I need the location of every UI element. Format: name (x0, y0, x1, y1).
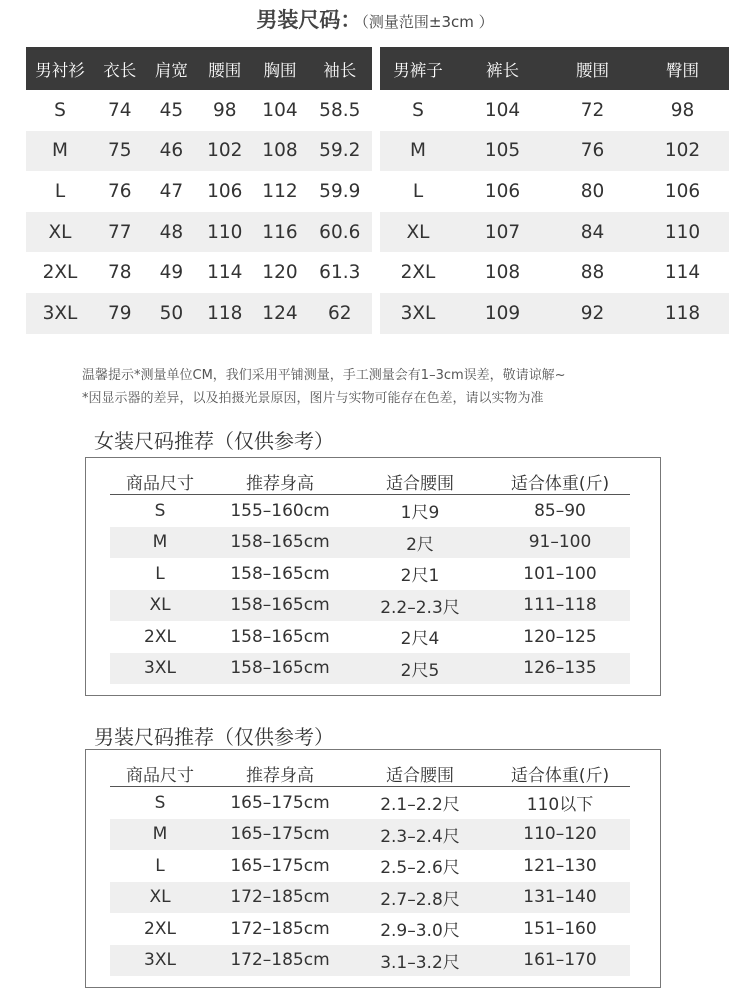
shirt-size-table (26, 47, 372, 334)
table-cell: 2XL (144, 626, 176, 647)
men-rec-title: 男装尺码推荐（仅供参考） (94, 725, 334, 749)
table-cell: 108 (252, 131, 307, 172)
table-cell: 78 (108, 262, 132, 284)
table-row (26, 131, 372, 172)
header-cell: 适合体重(斤) (490, 760, 630, 787)
table-cell: 102 (636, 131, 729, 172)
table-cell: 107 (456, 212, 549, 253)
table-row (110, 590, 630, 622)
table-cell: 118 (197, 293, 252, 334)
notes (82, 364, 566, 410)
table-header-row (26, 47, 372, 90)
table-cell: 2尺 (350, 527, 490, 559)
note-line: *因显示器的差异，以及拍摄光景原因，图片与实物可能存在色差，请以实物为准 (82, 391, 544, 406)
women-rec-table (110, 468, 630, 684)
table-cell: 172–185cm (210, 945, 350, 977)
table-cell: 77 (94, 212, 146, 253)
table-cell: 158–165cm (230, 626, 330, 647)
header-cell: 胸围 (252, 47, 307, 90)
table-row (110, 945, 630, 977)
table-cell: 61.3 (319, 262, 361, 284)
header-cell: 腰围 (549, 47, 636, 90)
table-cell: L (54, 180, 66, 202)
table-row (380, 171, 729, 212)
table-row (110, 882, 630, 914)
table-header-row (110, 760, 630, 787)
table-cell: S (54, 99, 66, 121)
table-cell: XL (110, 882, 210, 914)
header-cell: 臀围 (636, 47, 729, 90)
men-rec-box (85, 749, 661, 988)
table-row (380, 212, 729, 253)
table-cell: S (154, 792, 166, 813)
table-row (110, 787, 630, 819)
table-cell: L (412, 180, 424, 202)
table-cell: S (412, 99, 424, 121)
table-row (26, 293, 372, 334)
header-cell: 腰围 (197, 47, 252, 90)
table-cell: 49 (159, 262, 184, 284)
header-cell: 男衬衫 (26, 47, 94, 90)
table-header-row (380, 47, 729, 90)
table-cell: M (380, 131, 456, 172)
table-cell: 101–100 (523, 563, 597, 584)
table-cell: 2尺5 (350, 653, 490, 685)
women-rec-box (85, 457, 661, 696)
table-cell: 2.1–2.2尺 (380, 795, 460, 816)
table-cell: 3XL (380, 293, 456, 334)
table-cell: 45 (159, 99, 184, 121)
header-cell: 裤长 (456, 47, 549, 90)
table-cell: 80 (580, 180, 605, 202)
table-cell: 110 (636, 212, 729, 253)
table-cell: M (26, 131, 94, 172)
table-row (110, 621, 630, 653)
table-cell: 124 (252, 293, 307, 334)
table-cell: 106 (207, 180, 243, 202)
table-cell: 59.2 (308, 131, 372, 172)
table-cell: 2XL (400, 262, 436, 284)
table-cell: 114 (207, 262, 243, 284)
table-cell: 109 (456, 293, 549, 334)
table-cell: 74 (108, 99, 132, 121)
table-row (110, 913, 630, 945)
header-cell: 肩宽 (146, 47, 198, 90)
table-cell: 112 (262, 180, 298, 202)
table-cell: 172–185cm (230, 918, 330, 939)
table-row (26, 171, 372, 212)
table-cell: 120–125 (523, 626, 597, 647)
table-cell: 105 (456, 131, 549, 172)
table-cell: 3XL (26, 293, 94, 334)
table-cell: 76 (549, 131, 636, 172)
table-cell: 104 (262, 99, 298, 121)
header-cell: 适合腰围 (350, 468, 490, 495)
table-cell: 2XL (42, 262, 78, 284)
table-cell: 2尺4 (400, 629, 440, 650)
women-rec-title: 女装尺码推荐（仅供参考） (94, 429, 334, 453)
table-cell: 59.9 (319, 180, 361, 202)
table-cell: 2.5–2.6尺 (380, 858, 460, 879)
title-main: 男装尺码： (256, 8, 362, 32)
table-cell: 106 (664, 180, 701, 202)
table-row (110, 527, 630, 559)
table-cell: 158–165cm (210, 653, 350, 685)
table-row (26, 90, 372, 131)
table-cell: 158–165cm (210, 590, 350, 622)
table-cell: L (155, 563, 165, 584)
table-row (110, 819, 630, 851)
table-cell: 110 (197, 212, 252, 253)
table-cell: 92 (549, 293, 636, 334)
table-cell: 2XL (144, 918, 176, 939)
table-cell: 126–135 (490, 653, 630, 685)
men-rec-table (110, 760, 630, 976)
table-cell: 110–120 (490, 819, 630, 851)
table-cell: M (110, 527, 210, 559)
table-cell: 62 (308, 293, 372, 334)
table-cell: 104 (484, 99, 521, 121)
table-cell: 60.6 (308, 212, 372, 253)
table-cell: 2.7–2.8尺 (350, 882, 490, 914)
table-cell: 165–175cm (210, 819, 350, 851)
table-row (110, 495, 630, 527)
header-cell: 商品尺寸 (110, 760, 210, 787)
table-cell: M (110, 819, 210, 851)
header-cell: 商品尺寸 (110, 468, 210, 495)
table-cell: 48 (146, 212, 198, 253)
table-cell: 110以下 (526, 795, 594, 816)
table-cell: 98 (212, 99, 237, 121)
table-cell: 111–118 (490, 590, 630, 622)
page-title (0, 4, 750, 34)
table-cell: 151–160 (523, 918, 597, 939)
table-cell: 158–165cm (230, 563, 330, 584)
table-row (110, 558, 630, 590)
table-cell: XL (110, 590, 210, 622)
table-cell: 3.1–3.2尺 (350, 945, 490, 977)
table-cell: 120 (262, 262, 298, 284)
table-cell: L (155, 855, 165, 876)
table-cell: XL (380, 212, 456, 253)
table-cell: 2.3–2.4尺 (350, 819, 490, 851)
table-cell: 121–130 (523, 855, 597, 876)
header-cell: 适合腰围 (350, 760, 490, 787)
header-cell: 适合体重(斤) (490, 468, 630, 495)
title-note: （测量范围±3cm ） (361, 13, 494, 31)
header-cell: 推荐身高 (210, 468, 350, 495)
table-cell: 165–175cm (230, 792, 330, 813)
table-cell: 88 (580, 262, 605, 284)
table-cell: 108 (484, 262, 521, 284)
table-cell: 76 (108, 180, 132, 202)
table-cell: 116 (252, 212, 307, 253)
table-cell: 2尺1 (400, 566, 440, 587)
table-cell: 47 (159, 180, 184, 202)
table-cell: 106 (484, 180, 521, 202)
table-cell: 172–185cm (210, 882, 350, 914)
table-cell: 3XL (110, 653, 210, 685)
table-row (110, 653, 630, 685)
header-cell: 袖长 (308, 47, 372, 90)
table-cell: 98 (670, 99, 695, 121)
table-cell: S (154, 500, 166, 521)
table-cell: 158–165cm (210, 527, 350, 559)
table-header-row (110, 468, 630, 495)
table-cell: 2.2–2.3尺 (350, 590, 490, 622)
table-cell: 114 (664, 262, 701, 284)
table-cell: 58.5 (319, 99, 361, 121)
table-cell: 72 (580, 99, 605, 121)
table-cell: 102 (197, 131, 252, 172)
table-cell: 3XL (110, 945, 210, 977)
table-cell: 118 (636, 293, 729, 334)
table-cell: 131–140 (490, 882, 630, 914)
table-row (26, 212, 372, 253)
table-row (380, 252, 729, 293)
note-line: 温馨提示*测量单位CM，我们采用平铺测量，手工测量会有1–3cm误差，敬请谅解~ (82, 368, 566, 383)
table-cell: 50 (146, 293, 198, 334)
table-cell: 85–90 (534, 500, 586, 521)
table-cell: 165–175cm (230, 855, 330, 876)
table-row (110, 850, 630, 882)
table-cell: 91–100 (490, 527, 630, 559)
header-cell: 衣长 (94, 47, 146, 90)
table-cell: 75 (94, 131, 146, 172)
table-cell: 84 (549, 212, 636, 253)
table-row (380, 90, 729, 131)
table-cell: 79 (94, 293, 146, 334)
table-cell: 2.9–3.0尺 (380, 921, 460, 942)
table-row (380, 293, 729, 334)
header-cell: 推荐身高 (210, 760, 350, 787)
table-row (380, 131, 729, 172)
table-cell: 1尺9 (400, 503, 440, 524)
table-row (26, 252, 372, 293)
table-cell: 46 (146, 131, 198, 172)
header-cell: 男裤子 (380, 47, 456, 90)
table-cell: 161–170 (490, 945, 630, 977)
table-cell: 155–160cm (230, 500, 330, 521)
pants-size-table (380, 47, 729, 334)
table-cell: XL (26, 212, 94, 253)
